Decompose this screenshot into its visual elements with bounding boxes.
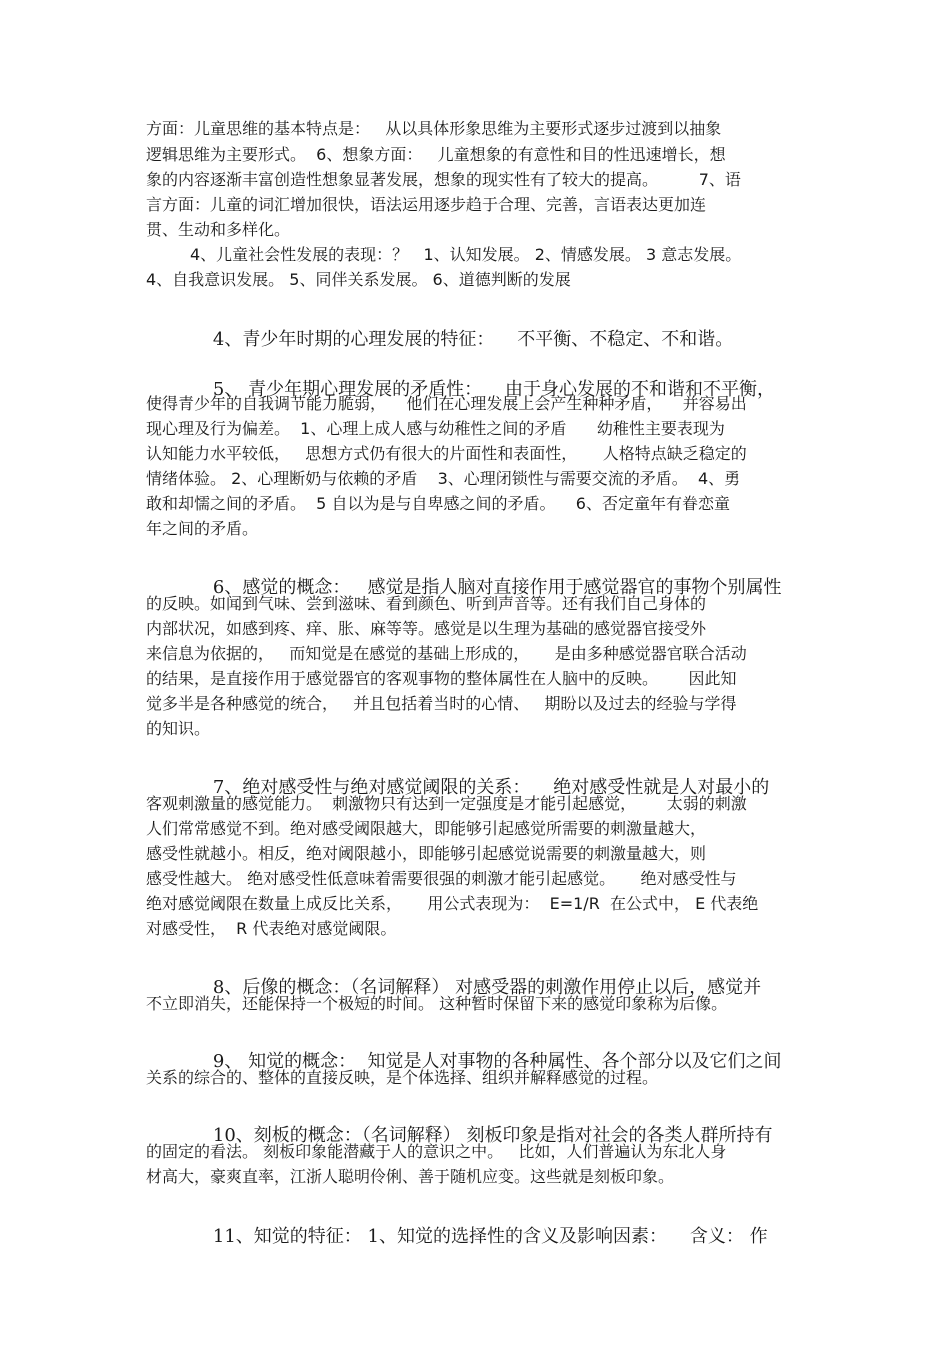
text-line: 情绪体验。 2、心理断奶与依赖的矛盾 3、心理闭锁性与需要交流的矛盾。 4、勇: [146, 469, 741, 488]
heading-title: 9、 知觉的概念：: [212, 1051, 357, 1072]
heading-text: 不平衡、不稳定、不和谐。: [494, 329, 734, 350]
heading-text: 知觉是人对事物的各种属性、各个部分以及它们之间: [356, 1051, 782, 1072]
text-line: 言方面：儿童的词汇增加很快，语法运用逐步趋于合理、完善，言语表达更加连: [146, 195, 707, 214]
text-line: 方面：儿童思维的基本特点是： 从以具体形象思维为主要形式逐步过渡到以抽象: [146, 119, 722, 138]
text-line: 感受性越大。 绝对感受性低意味着需要很强的刺激才能引起感觉。 绝对感受性与: [146, 869, 737, 888]
text-line: 感受性就越小。相反，绝对阈限越小，即能够引起感觉说需要的刺激量越大，则: [146, 844, 707, 863]
text-line: 象的内容逐渐丰富创造性想象显著发展，想象的现实性有了较大的提高。 7、语: [146, 170, 741, 189]
text-line: 关系的综合的、整体的直接反映，是个体选择、组织并解释感觉的过程。: [146, 1068, 659, 1087]
text-line: 对感受性， R 代表绝对感觉阈限。: [146, 919, 397, 938]
text-line: 客观刺激量的感觉能力。 刺激物只有达到一定强度是才能引起感觉， 太弱的刺激: [146, 794, 747, 813]
text-line: 的反映。如闻到气味、尝到滋味、看到颜色、听到声音等。还有我们自己身体的: [146, 594, 707, 613]
heading-text: 刻板印象是指对社会的各类人群所持有: [460, 1125, 773, 1146]
heading-text: 由于身心发展的不和谐和不平衡，: [482, 379, 775, 400]
text-line: 人们常常感觉不到。绝对感受阈限越大，即能够引起感觉所需要的刺激量越大，: [146, 819, 707, 838]
section-heading: [190, 1207, 768, 1267]
text-line: 来信息为依据的， 而知觉是在感觉的基础上形成的， 是由多种感觉器官联合活动: [146, 644, 747, 663]
text-line: 使得青少年的自我调节能力脆弱， 他们在心理发展上会产生种种矛盾， 并容易出: [146, 394, 747, 413]
heading-title: 4、青少年时期的心理发展的特征：: [212, 329, 495, 350]
text-line: 贯、生动和多样化。: [146, 220, 291, 239]
heading-text: 感觉是指人脑对直接作用于感觉器官的事物个别属性: [350, 577, 782, 598]
heading-title: 11、知觉的特征： 1、知觉的选择性的含义及影响因素：: [212, 1226, 667, 1247]
heading-text: 含义： 作: [666, 1226, 768, 1247]
text-line: 的固定的看法。 刻板印象能潜藏于人的意识之中。 比如，人们普遍认为东北人身: [146, 1142, 727, 1161]
text-line: 绝对感觉阈限在数量上成反比关系， 用公式表现为： E=1/R 在公式中， E 代表绝: [146, 894, 759, 913]
text-line: 年之间的矛盾。: [146, 519, 259, 538]
text-line: 认知能力水平较低， 思想方式仍有很大的片面性和表面性， 人格特点缺乏稳定的: [146, 444, 747, 463]
text-line: 敢和却懦之间的矛盾。 5 自以为是与自卑感之间的矛盾。 6、否定童年有眷恋童: [146, 494, 730, 513]
text-line: 4、自我意识发展。 5、同伴关系发展。 6、道德判断的发展: [146, 270, 571, 289]
heading-title: 5、 青少年期心理发展的矛盾性：: [212, 379, 483, 400]
heading-text: 绝对感受性就是人对最小的: [530, 777, 770, 798]
heading-title: 8、后像的概念：（名词解释）: [212, 977, 450, 998]
text-line: 觉多半是各种感觉的统合， 并且包括着当时的心情、 期盼以及过去的经验与学得: [146, 694, 737, 713]
text-line: 不立即消失，还能保持一个极短的时间。 这种暂时保留下来的感觉印象称为后像。: [146, 994, 728, 1013]
text-line: 材高大，豪爽直率，江浙人聪明伶俐、善于随机应变。这些就是刻板印象。: [146, 1167, 675, 1186]
heading-title: 7、绝对感受性与绝对感觉阈限的关系：: [212, 777, 531, 798]
text-line: 的知识。: [146, 719, 211, 738]
heading-text: 对感受器的刺激作用停止以后，感觉并: [449, 977, 762, 998]
text-line: 逻辑思维为主要形式。 6、想象方面： 儿童想象的有意性和目的性迅速增长，想: [146, 145, 726, 164]
heading-title: 10、刻板的概念：（名词解释）: [212, 1125, 461, 1146]
text-line: 4、儿童社会性发展的表现：？ 1、认知发展。 2、情感发展。 3 意志发展。: [190, 245, 742, 264]
text-line: 内部状况，如感到疼、痒、胀、麻等等。感觉是以生理为基础的感觉器官接受外: [146, 619, 707, 638]
text-line: 的结果，是直接作用于感觉器官的客观事物的整体属性在人脑中的反映。 因此知: [146, 669, 737, 688]
text-line: 现心理及行为偏差。 1、心理上成人感与幼稚性之间的矛盾 幼稚性主要表现为: [146, 419, 725, 438]
heading-title: 6、感觉的概念：: [212, 577, 351, 598]
